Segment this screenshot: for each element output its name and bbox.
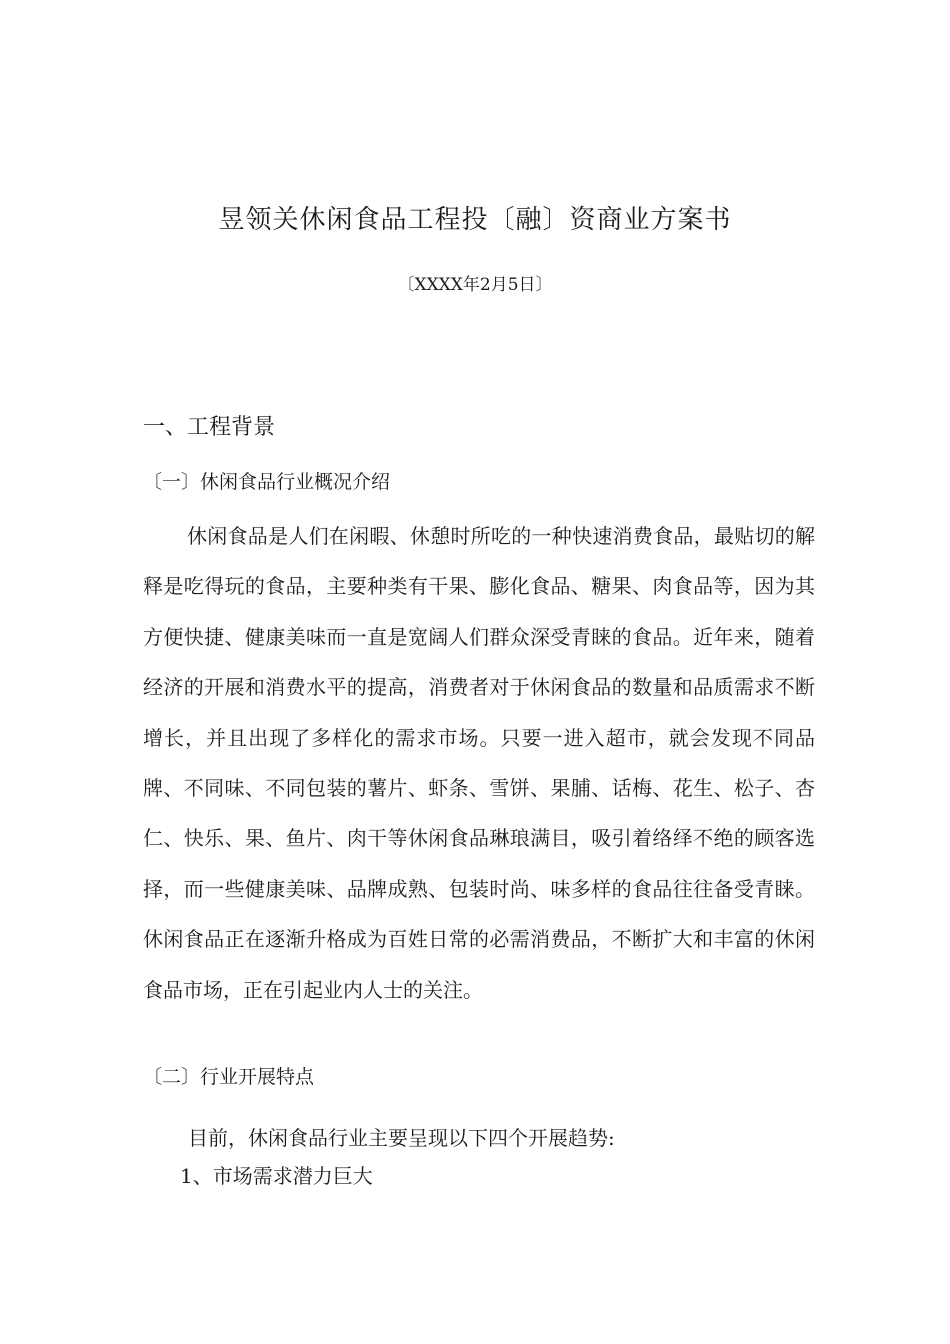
characteristics-intro: 目前，休闲食品行业主要呈现以下四个开展趋势: <box>188 1126 615 1150</box>
subsection-heading-overview: 〔一〕休闲食品行业概况介绍 <box>143 471 391 493</box>
section-heading: 一、工程背景 <box>143 415 276 440</box>
document-title: 昱领关休闲食品工程投〔融〕资商业方案书 <box>218 205 732 235</box>
document-date: 〔XXXX年2月5日〕 <box>397 275 553 295</box>
subsection-heading-characteristics: 〔二〕行业开展特点 <box>143 1066 315 1088</box>
overview-paragraph: 休闲食品是人们在闲暇、休憩时所吃的一种快速消费食品，最贴切的解释是吃得玩的食品，主要种类有干果、膨化食品、糖果、肉食品等，因为其方便快捷、健康美味而一直是宽阔人们群众深受青睐的食品。近年来，随着经济的开展和消费水平的提高，消费者对于休闲食品的数量和品质需求不断增长，并且出现了多样化的需求市场。只要一进入超市，就会发现不同品牌、不同味、不同包装的薯片、虾条、雪饼、果脯、话梅、花生、松子、杏仁、快乐、果、鱼片、肉干等休闲食品琳琅满目，吸引着络绎不绝的顾客选择，而一些健康美味、品牌成熟、包装时尚、味多样的食品往往备受青睐。休闲食品正在逐渐升格成为百姓日常的必需消费品，不断扩大和丰富的休闲食品市场，正在引起业内人士的关注。 <box>143 524 815 1002</box>
list-item: 1、市场需求潜力巨大 <box>180 1164 373 1188</box>
